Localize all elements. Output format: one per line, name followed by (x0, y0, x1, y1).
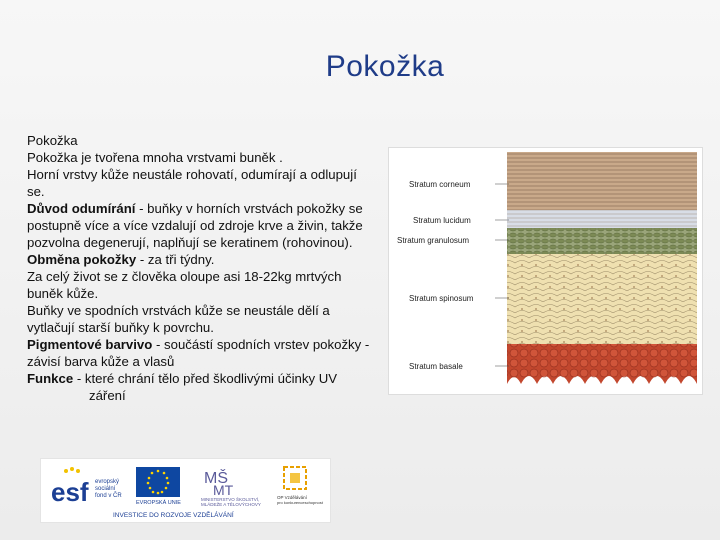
svg-text:MT: MT (213, 482, 234, 498)
pigment-text: - součástí spodních vrstev pokožky - závisí barva kůže a vlasů (27, 337, 370, 369)
function-paragraph (27, 370, 372, 387)
epidermis-svg (389, 148, 702, 394)
label-lucidum: Stratum lucidum (413, 216, 471, 225)
slide-title: Pokožka (325, 50, 445, 83)
renewal-label: Obměna pokožky (27, 252, 137, 267)
basal-paragraph: Buňky ve spodních vrstvách kůže se neustále dělí a vytlačují starší buňky k povrchu. (27, 303, 330, 335)
label-granulosum: Stratum granulosum (397, 236, 470, 245)
renewal-text: - za tři týdny. (136, 252, 215, 267)
esf-line-1: evropský (95, 479, 120, 485)
op-line-1: OP Vzdělávání (277, 495, 307, 500)
eu-label: EVROPSKÁ UNIE (136, 500, 181, 506)
msmt-logo (201, 468, 261, 507)
esf-line-3: fond v ČR (95, 493, 122, 499)
pigment-paragraph (27, 336, 372, 370)
content-heading: Pokožka (27, 133, 78, 148)
esf-line-2: sociální (95, 486, 116, 492)
reason-paragraph (27, 200, 372, 251)
renewal-paragraph (27, 251, 372, 268)
eu-flag-logo (136, 467, 181, 506)
logos-svg (41, 459, 330, 522)
label-basale: Stratum basale (409, 362, 463, 371)
reason-text: - buňky v horních vrstvách pokožky se postupně více a více vzdalují od zdroje krve a živin, takže pozvolna degenerují, naplňují se keratinem (rohovinou). (27, 201, 363, 250)
content-text (27, 132, 372, 404)
renewal-detail: Za celý život se z člověka oloupe asi 18-22kg mrtvých buněk kůže. (27, 269, 342, 301)
svg-text:MŠ: MŠ (204, 470, 228, 487)
esf-logo (49, 467, 122, 507)
op-logo (277, 467, 324, 505)
msmt-line-1: MINISTERSTVO ŠKOLSTVÍ, (201, 497, 260, 502)
intro-line-2: Horní vrstvy kůže neustále rohovatí, odumírají a odlupují se. (27, 167, 357, 199)
funding-logos (40, 458, 331, 523)
intro-line-1: Pokožka je tvořena mnoha vrstvami buněk . (27, 150, 283, 165)
function-text: - které chrání tělo před škodlivými účinky UV (73, 371, 338, 386)
logos-footer: INVESTICE DO ROZVOJE VZDĚLÁVÁNÍ (113, 512, 234, 519)
function-label: Funkce (27, 371, 74, 386)
function-text-2: záření (89, 388, 126, 403)
msmt-line-2: MLÁDEŽE A TĚLOVÝCHOVY (201, 502, 261, 507)
svg-text:esf: esf (51, 477, 89, 507)
label-spinosum: Stratum spinosum (409, 294, 474, 303)
op-line-2: pro konkurenceschopnost (277, 500, 323, 505)
epidermis-diagram (388, 147, 703, 395)
pigment-label: Pigmentové barvivo (27, 337, 153, 352)
label-corneum: Stratum corneum (409, 180, 471, 189)
reason-label: Důvod odumírání (27, 201, 136, 216)
